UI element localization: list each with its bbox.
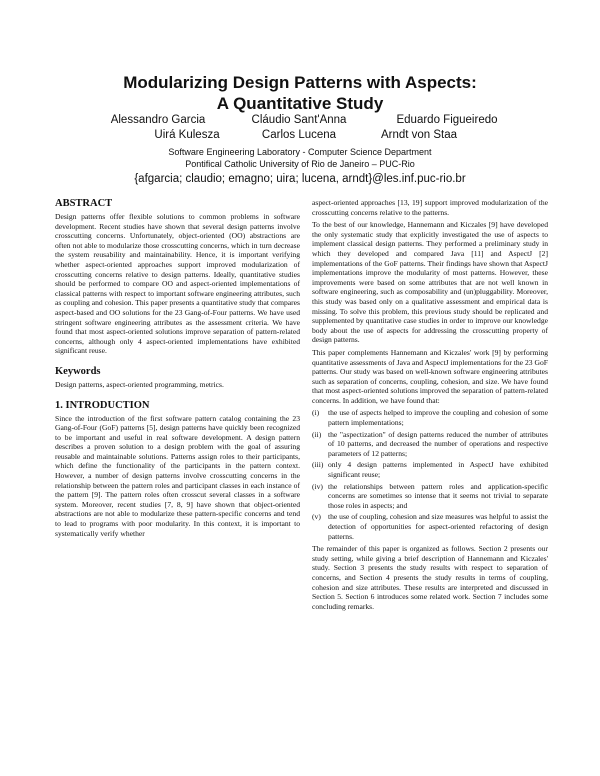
keywords-text: Design patterns, aspect-oriented programming, metrics.	[55, 379, 224, 389]
body-paragraph: To the best of our knowledge, Hannemann and Kiczales [9] have developed the only systematic study that explicitly investigated the use of aspects to implement classical design patterns. They performed a preliminary study in which they developed and compared Java [11] and AspectJ [2] implementations of the GoF patterns. Their findings have shown that AspectJ implementations improve the modularity of most patterns. However, these improvements were based on some attributes that are not well known in software engineering, such as composability and (un)pluggability. Moreover, this study was based only on a qualitative assessment and empirical data is missing. To solve this problem, this previous study should be replicated and supplemented by quantitative case studies in order to improve our knowledge body about the use of aspects for addressing the crosscutting property of design patterns.	[312, 220, 548, 345]
body-paragraph: The remainder of this paper is organized as follows. Section 2 presents our study setting, while giving a brief description of Hannemann and Kiczales' study. Section 3 presents the study results with respect to separation of concerns, and Section 4 presents the study results in terms of coupling, cohesion and size attributes. These results are interpreted and discussed in Section 5. Section 6 introduces some related work. Section 7 includes some concluding remarks.	[312, 544, 548, 611]
finding-item	[312, 430, 548, 459]
author-name: Alessandro Garcia	[110, 114, 206, 126]
finding-number: (ii)	[312, 429, 322, 439]
author-name: Uirá Kulesza	[154, 129, 220, 141]
finding-item	[312, 482, 548, 511]
left-column	[55, 197, 300, 541]
finding-number: (i)	[312, 408, 320, 418]
finding-text: the relationships between pattern roles and application-specific concerns are sometimes so intense that it seems not trivial to separate those roles in aspects; and	[328, 481, 548, 510]
author-name: Eduardo Figueiredo	[396, 114, 498, 126]
finding-text: only 4 design patterns implemented in AspectJ have exhibited significant reuse;	[328, 460, 548, 480]
body-paragraph: This paper complements Hannemann and Kiczales' work [9] by performing quantitative assessments of Java and AspectJ implementations for the 23 GoF patterns. Our study was based on well-known software engineering attributes such as separation of concerns, coupling, cohesion, and size. We have found that most aspect-oriented solutions improved the separation of pattern-related concerns. In addition, we have found that:	[312, 347, 548, 405]
finding-text: the use of aspects helped to improve the coupling and cohesion of some pattern implementations;	[328, 408, 548, 428]
affiliation-line-2: Pontifical Catholic University of Rio de Janeiro – PUC-Rio	[185, 159, 415, 169]
paper-title	[0, 72, 600, 114]
author-name: Carlos Lucena	[261, 129, 337, 141]
findings-list	[312, 408, 548, 541]
abstract-heading: ABSTRACT	[55, 198, 113, 209]
body-paragraph: aspect-oriented approaches [13, 19] support improved modularization of the crosscutting concerns relative to the patterns.	[312, 198, 548, 217]
author-name: Cláudio Sant'Anna	[251, 114, 347, 126]
title-line-2: A Quantitative Study	[216, 94, 384, 113]
affiliation-line-1: Software Engineering Laboratory - Computer Science Department	[168, 147, 432, 157]
finding-item	[312, 408, 548, 427]
finding-number: (v)	[312, 512, 321, 522]
finding-item	[312, 512, 548, 541]
finding-item	[312, 460, 548, 479]
author-emails: {afgarcia; claudio; emagno; uira; lucena, arndt}@les.inf.puc-rio.br	[134, 173, 466, 185]
right-column	[312, 198, 548, 614]
finding-number: (iii)	[312, 460, 324, 470]
finding-text: the "aspectization" of design patterns reduced the number of attributes of 10 patterns, and decreased the number of operations and respective parameters of 12 patterns;	[328, 429, 548, 458]
abstract-text: Design patterns offer flexible solutions to common problems in software development. Recent studies have shown that several design patterns involve crosscutting concerns. Unfortunately, object-oriented (OO) abstractions are often not able to modularize those crosscutting concerns, which in turn decrease the system reusability and maintainability. Hence, it is important verifying whether aspect-oriented approaches support improved modularization of crosscutting concerns relative to design patterns. Ideally, quantitative studies should be performed to compare OO and aspect-oriented implementations of classical patterns with respect to important software engineering attributes, such as coupling and cohesion. This paper presents a quantitative study that compares aspect-based and OO solutions for the 23 Gang-of-Four patterns. We have used stringent software engineering attributes as the assessment criteria. We have found that most aspect-oriented solutions improve separation of pattern-related concerns, although only 4 aspect-oriented implementations have exhibited significant reuse.	[55, 212, 300, 356]
introduction-heading: 1. INTRODUCTION	[55, 399, 150, 411]
finding-text: the use of coupling, cohesion and size measures was helpful to assist the detection of opportunities for aspect-oriented refactoring of design patterns.	[328, 512, 548, 541]
finding-number: (iv)	[312, 481, 323, 491]
introduction-text: Since the introduction of the first software pattern catalog containing the 23 Gang-of-Four (GoF) patterns [5], design patterns have quickly been recognized to be important and useful in real software development. A design pattern describes a proven solution to a design problem with the goal of assuring reusable and maintainable solutions. Patterns assign roles to their participants, which define the functionality of the participants in the pattern context. However, a number of design patterns involve crosscutting concerns in the relationship between the pattern roles and participant classes in each instance of the pattern [9]. The pattern roles often crosscut several classes in a software system. Moreover, recent studies [7, 8, 9] have shown that object-oriented abstractions are not able to modularize these pattern-specific concerns and tend to lead to programs with poor modularity. In this context, it is important to systematically verify whether	[55, 413, 300, 538]
author-name: Arndt von Staa	[380, 129, 458, 141]
title-line-1: Modularizing Design Patterns with Aspects:	[123, 73, 477, 92]
keywords-heading: Keywords	[55, 365, 101, 377]
affiliation	[0, 146, 600, 170]
